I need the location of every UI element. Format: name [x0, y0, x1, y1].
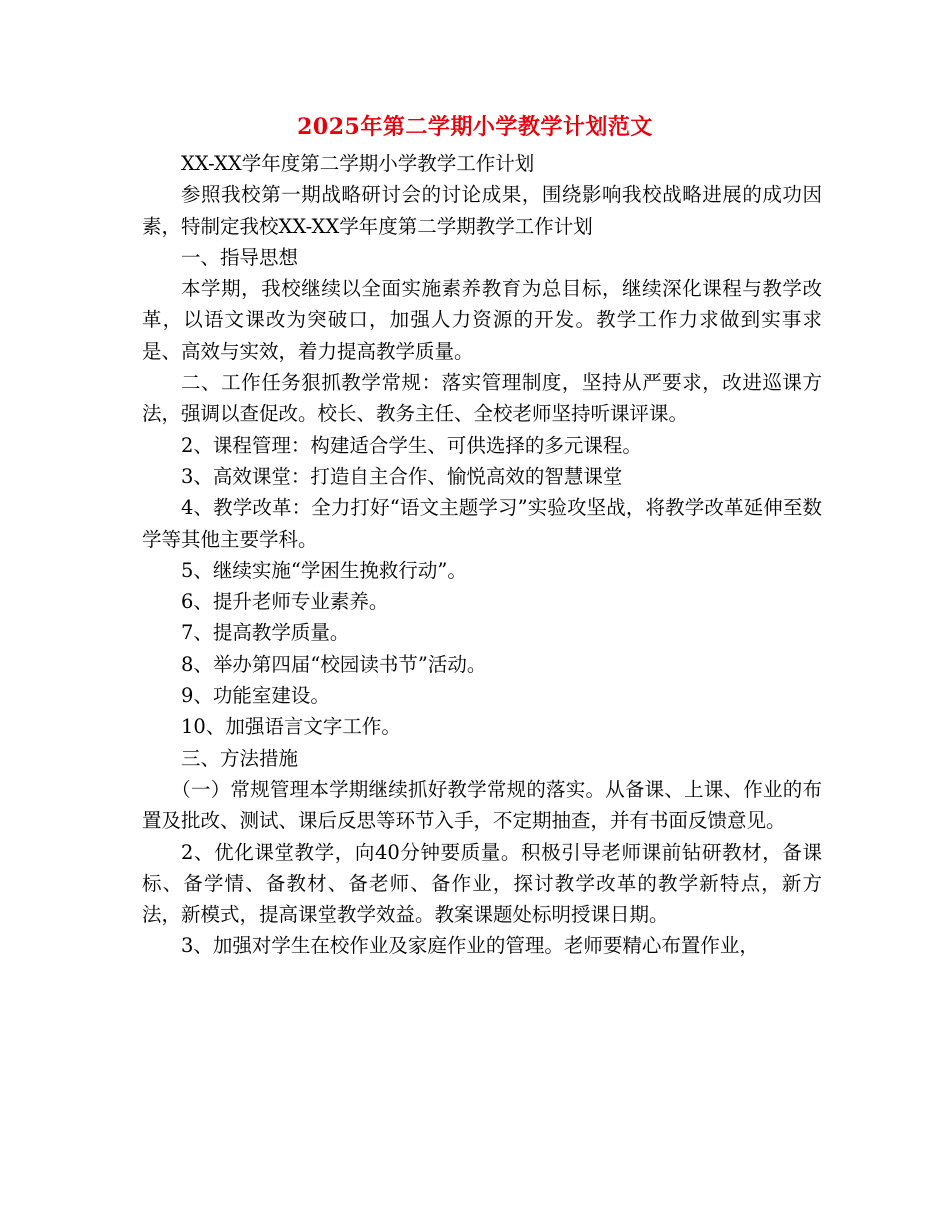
list-item-language-work: 10、加强语言文字工作。 — [181, 715, 401, 739]
paragraph-work-tasks: 二、工作任务狠抓教学常规：落实管理制度，坚持从严要求，改进巡课方法，强调以查促改。校长、教务主任、全校老师坚持听课评课。 — [142, 371, 822, 426]
document-body — [142, 148, 822, 962]
list-item-course-management: 2、课程管理：构建适合学生、可供选择的多元课程。 — [181, 433, 642, 457]
document-title: 2025年第二学期小学教学计划范文 — [297, 114, 653, 140]
list-item-teaching-quality: 7、提高教学质量。 — [181, 621, 350, 645]
list-item-teaching-reform: 4、教学改革：全力打好“语文主题学习”实验攻坚战，将教学改革延伸至数学等其他主要学科。 — [142, 496, 822, 551]
paragraph-routine-management: （一）常规管理本学期继续抓好教学常规的落实。从备课、上课、作业的布置及批改、测试、课后反思等环节入手，不定期抽查，并有书面反馈意见。 — [142, 777, 822, 833]
list-item-student-rescue: 5、继续实施“学困生挽救行动”。 — [181, 558, 467, 582]
list-item-efficient-classroom: 3、高效课堂：打造自主合作、愉悦高效的智慧课堂 — [181, 464, 623, 488]
paragraph-homework-management: 3、加强对学生在校作业及家庭作业的管理。老师要精心布置作业， — [181, 934, 759, 958]
paragraph-optimize-teaching: 2、优化课堂教学，向40分钟要质量。积极引导老师课前钻研教材，备课标、备学情、备教材、备老师、备作业，探讨教学改革的教学新特点，新方法，新模式，提高课堂教学效益。教案课题处标明授课日期。 — [142, 840, 822, 927]
list-item-reading-festival: 8、举办第四届“校园读书节”活动。 — [181, 652, 487, 676]
paragraph-guiding-thought: 本学期，我校继续以全面实施素养教育为总目标，继续深化课程与教学改革，以语文课改为突破口，加强人力资源的开发。教学工作力求做到实事求是、高效与实效，着力提高教学质量。 — [142, 277, 822, 363]
section-heading-guiding-thought: 一、指导思想 — [181, 245, 299, 269]
section-heading-measures: 三、方法措施 — [181, 746, 299, 770]
list-item-teacher-quality: 6、提升老师专业素养。 — [181, 590, 389, 614]
paragraph-intro: 参照我校第一期战略研讨会的讨论成果，围绕影响我校战略进展的成功因素，特制定我校XX-XX学年度第二学期教学工作计划 — [142, 183, 822, 238]
list-item-function-rooms: 9、功能室建设。 — [181, 684, 330, 708]
paragraph-subtitle: XX-XX学年度第二学期小学教学工作计划 — [181, 152, 535, 175]
